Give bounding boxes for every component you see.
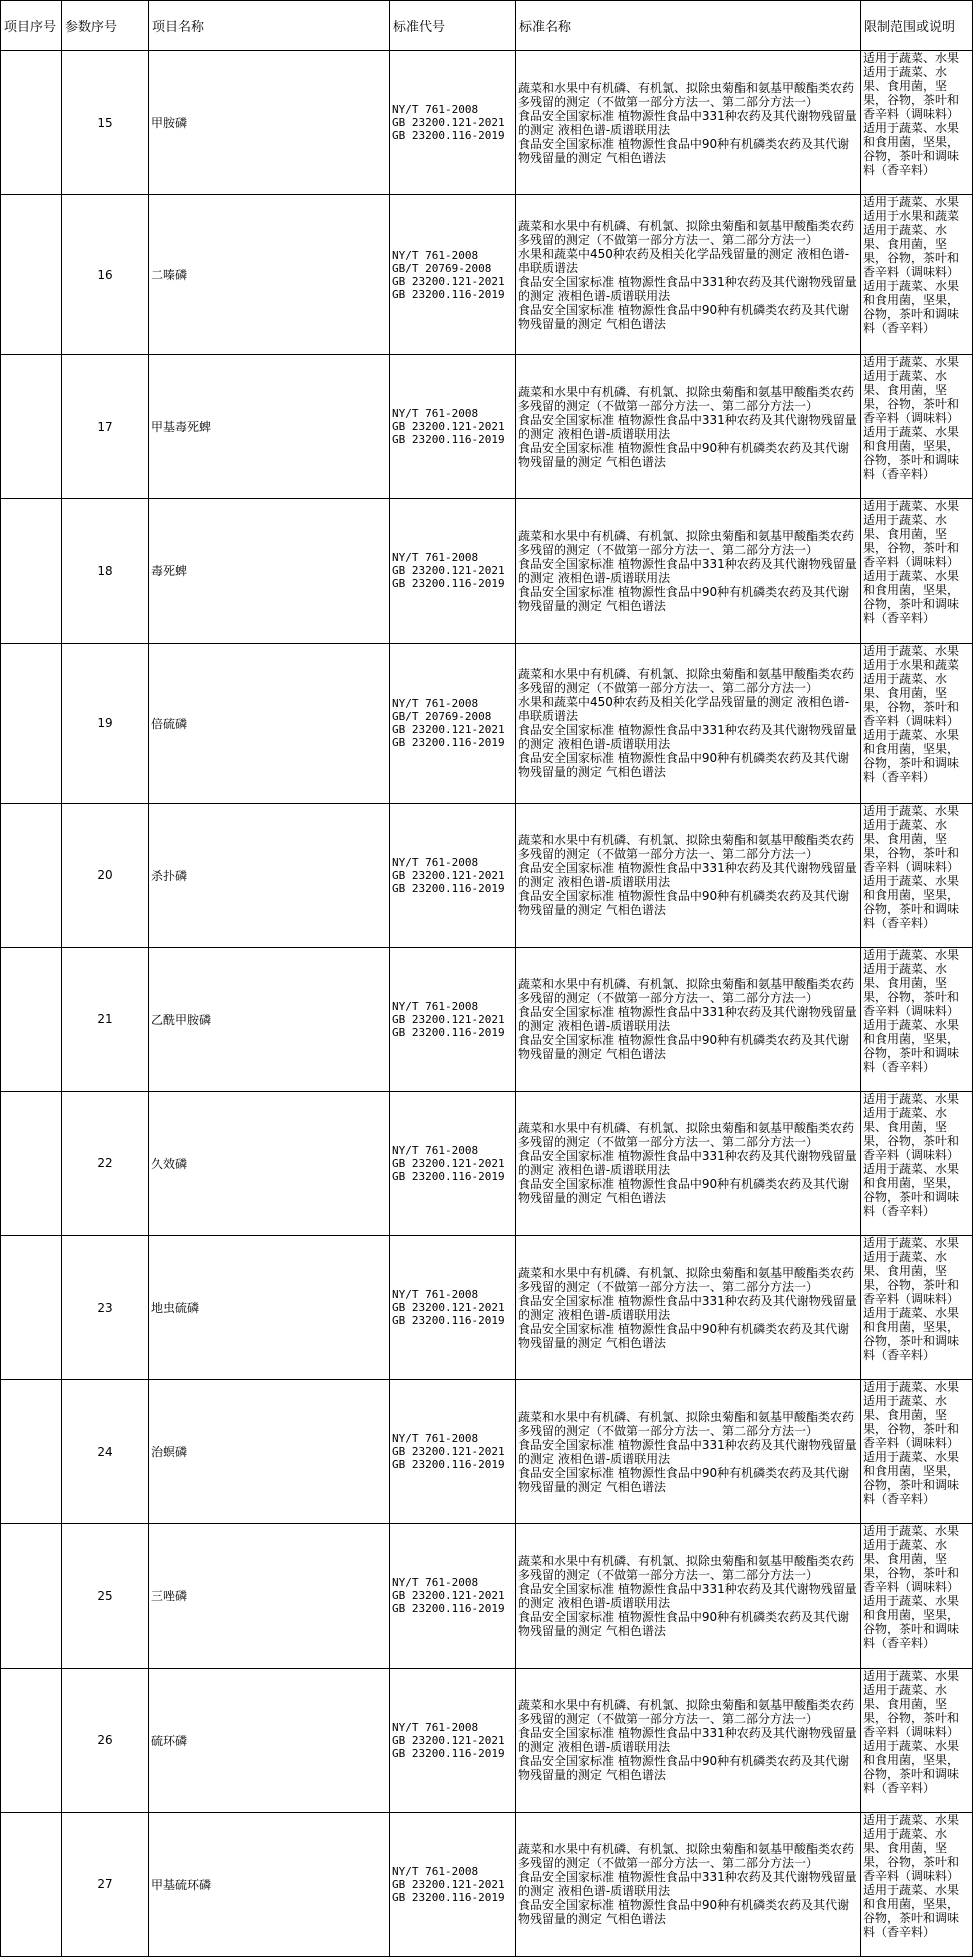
table-row xyxy=(1,1524,973,1668)
scope-text: 适用于蔬菜、水果、食用菌，坚果，谷物，茶叶和香辛料（调味料） xyxy=(863,671,960,728)
param-no-cell: 21 xyxy=(62,947,149,1091)
item-no-cell xyxy=(1,1524,62,1668)
scope-text: 适用于蔬菜、水果、食用菌，坚果，谷物，茶叶和香辛料（调味料） xyxy=(863,223,960,280)
param-no-cell: 19 xyxy=(62,643,149,803)
standard-name: 蔬菜和水果中有机磷、有机氯、拟除虫菊酯和氨基甲酸酯类农药多残留的测定（不做第一部分方法一、第二部分方法一） xyxy=(518,1842,855,1871)
scope-cell xyxy=(861,1091,973,1235)
standard-code: GB 23200.116-2019 xyxy=(392,1602,505,1616)
standard-code: GB 23200.121-2021 xyxy=(392,723,505,737)
standard-code: NY/T 761-2008 xyxy=(392,999,479,1013)
scope-text: 适用于蔬菜、水果、食用菌，坚果，谷物，茶叶和香辛料（调味料） xyxy=(863,817,960,874)
header-scope: 限制范围或说明 xyxy=(861,1,973,51)
item-name-cell: 杀扑磷 xyxy=(149,803,390,947)
scope-text: 适用于蔬菜、水果和食用菌，坚果，谷物，茶叶和调味料（香辛料） xyxy=(863,1017,960,1074)
standard-code: GB 23200.116-2019 xyxy=(392,736,505,750)
item-no-cell xyxy=(1,195,62,355)
standard-code: NY/T 761-2008 xyxy=(392,551,479,565)
item-name-cell: 三唑磷 xyxy=(149,1524,390,1668)
scope-text: 适用于蔬菜、水果 xyxy=(863,499,960,514)
param-no-cell: 18 xyxy=(62,499,149,643)
standard-code: NY/T 761-2008 xyxy=(392,855,479,869)
standard-name: 食品安全国家标准 植物源性食品中90种有机磷类农药及其代谢物残留量的测定 气相色谱法 xyxy=(518,1754,850,1783)
table-row xyxy=(1,947,973,1091)
standard-name: 蔬菜和水果中有机磷、有机氯、拟除虫菊酯和氨基甲酸酯类农药多残留的测定（不做第一部分方法一、第二部分方法一） xyxy=(518,528,855,557)
standard-name: 食品安全国家标准 植物源性食品中331种农药及其代谢物残留量的测定 液相色谱-质谱联用法 xyxy=(518,108,857,137)
standard-name: 蔬菜和水果中有机磷、有机氯、拟除虫菊酯和氨基甲酸酯类农药多残留的测定（不做第一部分方法一、第二部分方法一） xyxy=(518,1121,855,1150)
standard-code: GB 23200.116-2019 xyxy=(392,577,505,591)
standard-code: GB 23200.116-2019 xyxy=(392,1746,505,1760)
standard-code-cell xyxy=(390,1812,516,1956)
item-no-cell xyxy=(1,1380,62,1524)
table-row xyxy=(1,1812,973,1956)
scope-text: 适用于水果和蔬菜 xyxy=(863,657,960,672)
scope-cell xyxy=(861,1524,973,1668)
standard-code-cell xyxy=(390,947,516,1091)
standard-code-cell xyxy=(390,643,516,803)
item-name-cell: 毒死蜱 xyxy=(149,499,390,643)
item-name-cell: 硫环磷 xyxy=(149,1668,390,1812)
param-no-cell: 26 xyxy=(62,1668,149,1812)
standard-code: GB 23200.116-2019 xyxy=(392,1314,505,1328)
scope-text: 适用于蔬菜、水果、食用菌，坚果，谷物，茶叶和香辛料（调味料） xyxy=(863,1538,960,1595)
table-row xyxy=(1,1236,973,1380)
standard-name: 食品安全国家标准 植物源性食品中331种农药及其代谢物残留量的测定 液相色谱-质谱联用法 xyxy=(518,412,857,441)
scope-text: 适用于蔬菜、水果 xyxy=(863,1236,960,1251)
standard-name-cell xyxy=(516,195,861,355)
header-param-no: 参数序号 xyxy=(62,1,149,51)
standard-name: 蔬菜和水果中有机磷、有机氯、拟除虫菊酯和氨基甲酸酯类农药多残留的测定（不做第一部分方法一、第二部分方法一） xyxy=(518,833,855,862)
standard-name-cell xyxy=(516,1812,861,1956)
scope-cell xyxy=(861,1380,973,1524)
standard-name: 食品安全国家标准 植物源性食品中331种农药及其代谢物残留量的测定 液相色谱-质谱联用法 xyxy=(518,1437,857,1466)
standard-name: 食品安全国家标准 植物源性食品中90种有机磷类农药及其代谢物残留量的测定 气相色谱法 xyxy=(518,440,850,469)
standard-name: 食品安全国家标准 植物源性食品中331种农药及其代谢物残留量的测定 液相色谱-质谱联用法 xyxy=(518,861,857,890)
standard-name: 食品安全国家标准 植物源性食品中90种有机磷类农药及其代谢物残留量的测定 气相色谱法 xyxy=(518,584,850,613)
header-standard-name: 标准名称 xyxy=(516,1,861,51)
item-name-cell: 久效磷 xyxy=(149,1091,390,1235)
scope-text: 适用于蔬菜、水果、食用菌，坚果，谷物，茶叶和香辛料（调味料） xyxy=(863,369,960,426)
item-name-cell: 甲基硫环磷 xyxy=(149,1812,390,1956)
scope-text: 适用于蔬菜、水果和食用菌，坚果，谷物，茶叶和调味料（香辛料） xyxy=(863,1594,960,1651)
item-no-cell xyxy=(1,1812,62,1956)
scope-cell xyxy=(861,947,973,1091)
scope-text: 适用于蔬菜、水果、食用菌，坚果，谷物，茶叶和香辛料（调味料） xyxy=(863,1105,960,1162)
standard-code: GB 23200.121-2021 xyxy=(392,420,505,434)
standard-code: GB 23200.116-2019 xyxy=(392,1025,505,1039)
item-name-cell: 甲胺磷 xyxy=(149,51,390,195)
standard-name-cell xyxy=(516,1380,861,1524)
standard-code-cell xyxy=(390,195,516,355)
standard-name: 蔬菜和水果中有机磷、有机氯、拟除虫菊酯和氨基甲酸酯类农药多残留的测定（不做第一部分方法一、第二部分方法一） xyxy=(518,218,855,247)
standard-code: NY/T 761-2008 xyxy=(392,1576,479,1590)
table-row xyxy=(1,803,973,947)
standard-name: 水果和蔬菜中450种农药及相关化学品残留量的测定 液相色谱-串联质谱法 xyxy=(518,246,850,275)
param-no-cell: 15 xyxy=(62,51,149,195)
scope-cell xyxy=(861,1668,973,1812)
scope-text: 适用于蔬菜、水果和食用菌，坚果，谷物，茶叶和调味料（香辛料） xyxy=(863,727,960,784)
scope-text: 适用于蔬菜、水果、食用菌，坚果，谷物，茶叶和香辛料（调味料） xyxy=(863,1682,960,1739)
table-row xyxy=(1,499,973,643)
scope-text: 适用于蔬菜、水果 xyxy=(863,1668,960,1683)
standard-name: 蔬菜和水果中有机磷、有机氯、拟除虫菊酯和氨基甲酸酯类农药多残留的测定（不做第一部分方法一、第二部分方法一） xyxy=(518,1265,855,1294)
standard-code: GB 23200.121-2021 xyxy=(392,1877,505,1891)
standard-code-cell xyxy=(390,1668,516,1812)
standard-code: GB 23200.121-2021 xyxy=(392,1012,505,1026)
param-no-cell: 24 xyxy=(62,1380,149,1524)
standard-name: 水果和蔬菜中450种农药及相关化学品残留量的测定 液相色谱-串联质谱法 xyxy=(518,695,850,724)
scope-text: 适用于蔬菜、水果、食用菌，坚果，谷物，茶叶和香辛料（调味料） xyxy=(863,1826,960,1883)
standard-name: 食品安全国家标准 植物源性食品中90种有机磷类农药及其代谢物残留量的测定 气相色谱法 xyxy=(518,1898,850,1927)
standard-code: NY/T 761-2008 xyxy=(392,1432,479,1446)
param-no-cell: 27 xyxy=(62,1812,149,1956)
standard-code: GB/T 20769-2008 xyxy=(392,261,492,275)
scope-text: 适用于蔬菜、水果和食用菌，坚果，谷物，茶叶和调味料（香辛料） xyxy=(863,873,960,930)
standard-name: 食品安全国家标准 植物源性食品中90种有机磷类农药及其代谢物残留量的测定 气相色谱法 xyxy=(518,1033,850,1062)
scope-text: 适用于蔬菜、水果和食用菌，坚果，谷物，茶叶和调味料（香辛料） xyxy=(863,279,960,336)
standard-code: GB/T 20769-2008 xyxy=(392,710,492,724)
table-row xyxy=(1,1091,973,1235)
table-row xyxy=(1,643,973,803)
standard-name-cell xyxy=(516,499,861,643)
scope-text: 适用于蔬菜、水果和食用菌，坚果，谷物，茶叶和调味料（香辛料） xyxy=(863,121,960,177)
header-row xyxy=(1,1,973,51)
standard-code: GB 23200.116-2019 xyxy=(392,287,505,301)
scope-text: 适用于蔬菜、水果、食用菌，坚果，谷物，茶叶和香辛料（调味料） xyxy=(863,1250,960,1307)
item-no-cell xyxy=(1,803,62,947)
standard-code: GB 23200.121-2021 xyxy=(392,1156,505,1170)
table-row xyxy=(1,195,973,355)
scope-text: 适用于蔬菜、水果和食用菌，坚果，谷物，茶叶和调味料（香辛料） xyxy=(863,425,960,482)
standard-code: GB 23200.116-2019 xyxy=(392,433,505,447)
standard-name: 蔬菜和水果中有机磷、有机氯、拟除虫菊酯和氨基甲酸酯类农药多残留的测定（不做第一部分方法一、第二部分方法一） xyxy=(518,80,855,109)
standard-name: 食品安全国家标准 植物源性食品中90种有机磷类农药及其代谢物残留量的测定 气相色谱法 xyxy=(518,1609,850,1638)
standard-name: 蔬菜和水果中有机磷、有机氯、拟除虫菊酯和氨基甲酸酯类农药多残留的测定（不做第一部分方法一、第二部分方法一） xyxy=(518,1698,855,1727)
item-no-cell xyxy=(1,1236,62,1380)
standard-name-cell xyxy=(516,803,861,947)
standard-code-cell xyxy=(390,803,516,947)
item-no-cell xyxy=(1,355,62,499)
standard-code: GB 23200.121-2021 xyxy=(392,868,505,882)
standard-name: 食品安全国家标准 植物源性食品中90种有机磷类农药及其代谢物残留量的测定 气相色谱法 xyxy=(518,751,850,780)
standard-code: GB 23200.121-2021 xyxy=(392,274,505,288)
item-no-cell xyxy=(1,51,62,195)
scope-text: 适用于蔬菜、水果 xyxy=(863,1091,960,1106)
standard-code: GB 23200.121-2021 xyxy=(392,1301,505,1315)
standard-code: NY/T 761-2008 xyxy=(392,697,479,711)
standard-code: GB 23200.121-2021 xyxy=(392,1733,505,1747)
table-row xyxy=(1,355,973,499)
scope-cell xyxy=(861,643,973,803)
standard-code-cell xyxy=(390,1524,516,1668)
standard-name-cell xyxy=(516,1524,861,1668)
item-name-cell: 倍硫磷 xyxy=(149,643,390,803)
standard-code: GB 23200.116-2019 xyxy=(392,129,505,143)
standard-code: NY/T 761-2008 xyxy=(392,1720,479,1734)
item-no-cell xyxy=(1,1091,62,1235)
item-no-cell xyxy=(1,499,62,643)
scope-text: 适用于蔬菜、水果 xyxy=(863,803,960,818)
standard-name: 食品安全国家标准 植物源性食品中331种农药及其代谢物残留量的测定 液相色谱-质谱联用法 xyxy=(518,723,857,752)
standard-code: GB 23200.116-2019 xyxy=(392,1169,505,1183)
standard-name: 食品安全国家标准 植物源性食品中331种农药及其代谢物残留量的测定 液相色谱-质谱联用法 xyxy=(518,556,857,585)
scope-text: 适用于蔬菜、水果 xyxy=(863,947,960,962)
standard-name: 食品安全国家标准 植物源性食品中90种有机磷类农药及其代谢物残留量的测定 气相色谱法 xyxy=(518,1465,850,1494)
scope-cell xyxy=(861,1236,973,1380)
standard-code-cell xyxy=(390,51,516,195)
item-name-cell: 治螟磷 xyxy=(149,1380,390,1524)
scope-text: 适用于蔬菜、水果 xyxy=(863,1380,960,1395)
standard-name: 食品安全国家标准 植物源性食品中331种农药及其代谢物残留量的测定 液相色谱-质谱联用法 xyxy=(518,274,857,303)
scope-text: 适用于蔬菜、水果和食用菌，坚果，谷物，茶叶和调味料（香辛料） xyxy=(863,1882,960,1939)
standard-name: 蔬菜和水果中有机磷、有机氯、拟除虫菊酯和氨基甲酸酯类农药多残留的测定（不做第一部分方法一、第二部分方法一） xyxy=(518,977,855,1006)
header-item-name: 项目名称 xyxy=(149,1,390,51)
scope-text: 适用于水果和蔬菜 xyxy=(863,209,960,224)
scope-text: 适用于蔬菜、水果 xyxy=(863,355,960,370)
standard-name: 蔬菜和水果中有机磷、有机氯、拟除虫菊酯和氨基甲酸酯类农药多残留的测定（不做第一部分方法一、第二部分方法一） xyxy=(518,1553,855,1582)
item-name-cell: 乙酰甲胺磷 xyxy=(149,947,390,1091)
scope-text: 适用于蔬菜、水果和食用菌，坚果，谷物，茶叶和调味料（香辛料） xyxy=(863,569,960,626)
scope-cell xyxy=(861,499,973,643)
standard-name-cell xyxy=(516,51,861,195)
scope-text: 适用于蔬菜、水果、食用菌，坚果，谷物，茶叶和香辛料（调味料） xyxy=(863,513,960,570)
standard-code: GB 23200.116-2019 xyxy=(392,1458,505,1472)
table-row xyxy=(1,1380,973,1524)
standard-code-cell xyxy=(390,1380,516,1524)
scope-text: 适用于蔬菜、水果 xyxy=(863,195,960,210)
standard-code: GB 23200.116-2019 xyxy=(392,881,505,895)
standard-name: 食品安全国家标准 植物源性食品中331种农药及其代谢物残留量的测定 液相色谱-质谱联用法 xyxy=(518,1005,857,1034)
item-name-cell: 甲基毒死蜱 xyxy=(149,355,390,499)
item-name-cell: 地虫硫磷 xyxy=(149,1236,390,1380)
param-no-cell: 25 xyxy=(62,1524,149,1668)
standard-name: 食品安全国家标准 植物源性食品中331种农药及其代谢物残留量的测定 液相色谱-质谱联用法 xyxy=(518,1149,857,1178)
item-name-cell: 二嗪磷 xyxy=(149,195,390,355)
scope-text: 适用于蔬菜、水果和食用菌，坚果，谷物，茶叶和调味料（香辛料） xyxy=(863,1161,960,1218)
standard-name: 食品安全国家标准 植物源性食品中331种农药及其代谢物残留量的测定 液相色谱-质谱联用法 xyxy=(518,1726,857,1755)
standard-name-cell xyxy=(516,355,861,499)
scope-text: 适用于蔬菜、水果 xyxy=(863,1812,960,1827)
standard-code: GB 23200.121-2021 xyxy=(392,116,505,130)
standard-name: 食品安全国家标准 植物源性食品中331种农药及其代谢物残留量的测定 液相色谱-质谱联用法 xyxy=(518,1293,857,1322)
standard-code-cell xyxy=(390,1091,516,1235)
scope-cell xyxy=(861,1812,973,1956)
table-row xyxy=(1,51,973,195)
item-no-cell xyxy=(1,1668,62,1812)
param-no-cell: 20 xyxy=(62,803,149,947)
header-item-no: 项目序号 xyxy=(1,1,62,51)
standard-name: 食品安全国家标准 植物源性食品中90种有机磷类农药及其代谢物残留量的测定 气相色谱法 xyxy=(518,302,850,331)
standard-code: NY/T 761-2008 xyxy=(392,407,479,421)
scope-text: 适用于蔬菜、水果 xyxy=(863,51,960,65)
scope-cell xyxy=(861,195,973,355)
item-no-cell xyxy=(1,947,62,1091)
standard-name: 蔬菜和水果中有机磷、有机氯、拟除虫菊酯和氨基甲酸酯类农药多残留的测定（不做第一部分方法一、第二部分方法一） xyxy=(518,384,855,413)
standard-code: NY/T 761-2008 xyxy=(392,1143,479,1157)
standard-code: GB 23200.121-2021 xyxy=(392,1589,505,1603)
standard-name: 蔬菜和水果中有机磷、有机氯、拟除虫菊酯和氨基甲酸酯类农药多残留的测定（不做第一部分方法一、第二部分方法一） xyxy=(518,667,855,696)
param-no-cell: 16 xyxy=(62,195,149,355)
standard-name: 食品安全国家标准 植物源性食品中331种农药及其代谢物残留量的测定 液相色谱-质谱联用法 xyxy=(518,1581,857,1610)
standard-code: GB 23200.121-2021 xyxy=(392,564,505,578)
standard-name: 食品安全国家标准 植物源性食品中90种有机磷类农药及其代谢物残留量的测定 气相色谱法 xyxy=(518,136,850,165)
standard-name-cell xyxy=(516,643,861,803)
param-no-cell: 17 xyxy=(62,355,149,499)
table-row xyxy=(1,1668,973,1812)
standard-code: NY/T 761-2008 xyxy=(392,1864,479,1878)
standard-name: 食品安全国家标准 植物源性食品中90种有机磷类农药及其代谢物残留量的测定 气相色谱法 xyxy=(518,1321,850,1350)
standard-code: NY/T 761-2008 xyxy=(392,103,479,117)
scope-cell xyxy=(861,803,973,947)
scope-text: 适用于蔬菜、水果、食用菌，坚果，谷物，茶叶和香辛料（调味料） xyxy=(863,961,960,1018)
standard-name: 食品安全国家标准 植物源性食品中331种农药及其代谢物残留量的测定 液相色谱-质谱联用法 xyxy=(518,1870,857,1899)
scope-text: 适用于蔬菜、水果和食用菌，坚果，谷物，茶叶和调味料（香辛料） xyxy=(863,1450,960,1507)
standard-name: 食品安全国家标准 植物源性食品中90种有机磷类农药及其代谢物残留量的测定 气相色谱法 xyxy=(518,889,850,918)
param-no-cell: 23 xyxy=(62,1236,149,1380)
standard-code-cell xyxy=(390,499,516,643)
standard-code: GB 23200.121-2021 xyxy=(392,1445,505,1459)
standard-name-cell xyxy=(516,1668,861,1812)
table-body xyxy=(1,51,973,1957)
scope-text: 适用于蔬菜、水果和食用菌，坚果，谷物，茶叶和调味料（香辛料） xyxy=(863,1738,960,1795)
standard-code: GB 23200.116-2019 xyxy=(392,1890,505,1904)
standard-name-cell xyxy=(516,1236,861,1380)
standard-code-cell xyxy=(390,355,516,499)
standard-name-cell xyxy=(516,947,861,1091)
standard-name-cell xyxy=(516,1091,861,1235)
item-no-cell xyxy=(1,643,62,803)
standard-name: 蔬菜和水果中有机磷、有机氯、拟除虫菊酯和氨基甲酸酯类农药多残留的测定（不做第一部分方法一、第二部分方法一） xyxy=(518,1409,855,1438)
scope-cell xyxy=(861,355,973,499)
standard-code: NY/T 761-2008 xyxy=(392,1288,479,1302)
scope-text: 适用于蔬菜、水果和食用菌，坚果，谷物，茶叶和调味料（香辛料） xyxy=(863,1306,960,1363)
scope-text: 适用于蔬菜、水果、食用菌，坚果，谷物，茶叶和香辛料（调味料） xyxy=(863,65,960,121)
standard-code: NY/T 761-2008 xyxy=(392,248,479,262)
scope-text: 适用于蔬菜、水果 xyxy=(863,1524,960,1539)
header-standard-code: 标准代号 xyxy=(390,1,516,51)
scope-cell xyxy=(861,51,973,195)
scope-text: 适用于蔬菜、水果、食用菌，坚果，谷物，茶叶和香辛料（调味料） xyxy=(863,1394,960,1451)
standard-code-cell xyxy=(390,1236,516,1380)
param-no-cell: 22 xyxy=(62,1091,149,1235)
standard-name: 食品安全国家标准 植物源性食品中90种有机磷类农药及其代谢物残留量的测定 气相色谱法 xyxy=(518,1177,850,1206)
scope-text: 适用于蔬菜、水果 xyxy=(863,643,960,658)
